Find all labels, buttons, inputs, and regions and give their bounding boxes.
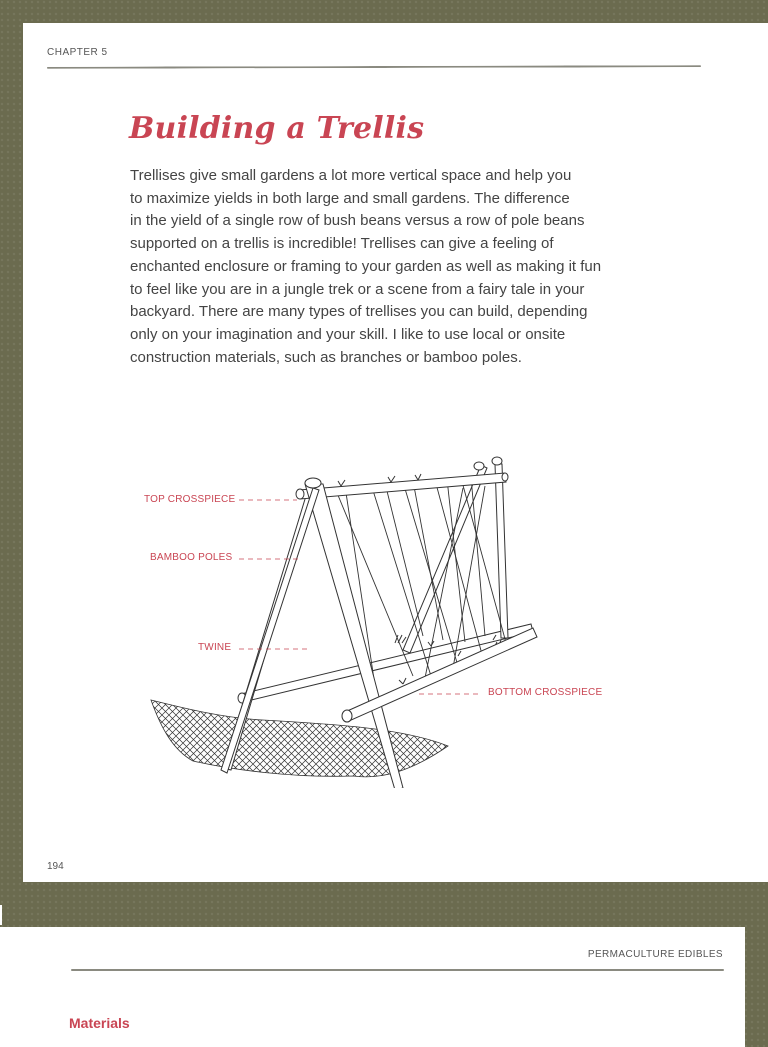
section-heading: Materials <box>69 1015 130 1031</box>
body-line: Trellises give small gardens a lot more vertical space and help you <box>130 167 572 184</box>
page-title: Building a Trellis <box>129 111 425 146</box>
running-head: PERMACULTURE EDIBLES <box>587 949 723 960</box>
callout-top-crosspiece: TOP CROSSPIECE <box>144 494 236 505</box>
callout-twine: TWINE <box>198 642 232 653</box>
chapter-label: CHAPTER 5 <box>47 47 108 58</box>
callout-bottom-crosspiece: BOTTOM CROSSPIECE <box>488 687 603 698</box>
callout-bamboo-poles: BAMBOO POLES <box>150 552 233 563</box>
body-line: only on your imagination and your skill. I like to use local or onsite <box>130 325 566 343</box>
header-rule <box>47 65 701 69</box>
header-rule <box>71 969 724 971</box>
text-cursor <box>0 905 2 925</box>
body-line: in the yield of a single row of bush beans versus a row of pole beans <box>130 212 585 230</box>
trellis-illustration <box>113 428 633 788</box>
page-number: 194 <box>47 861 64 872</box>
body-line: to feel like you are in a jungle trek or a scene from a fairy tale in your <box>130 280 585 298</box>
body-line: construction materials, such as branches or bamboo poles. <box>130 348 522 366</box>
ground-mound <box>151 700 448 777</box>
body-line: supported on a trellis is incredible! Trellises can give a feeling of <box>130 235 554 253</box>
body-line: backyard. There are many types of trellises you can build, depending <box>130 303 588 321</box>
body-paragraph <box>130 165 710 369</box>
body-line: enchanted enclosure or framing to your garden as well as making it fun <box>130 257 602 275</box>
body-line: to maximize yields in both large and small gardens. The difference <box>130 189 570 207</box>
page-195 <box>0 927 745 1047</box>
trellis-drawing <box>113 428 633 788</box>
page-194 <box>23 23 768 882</box>
